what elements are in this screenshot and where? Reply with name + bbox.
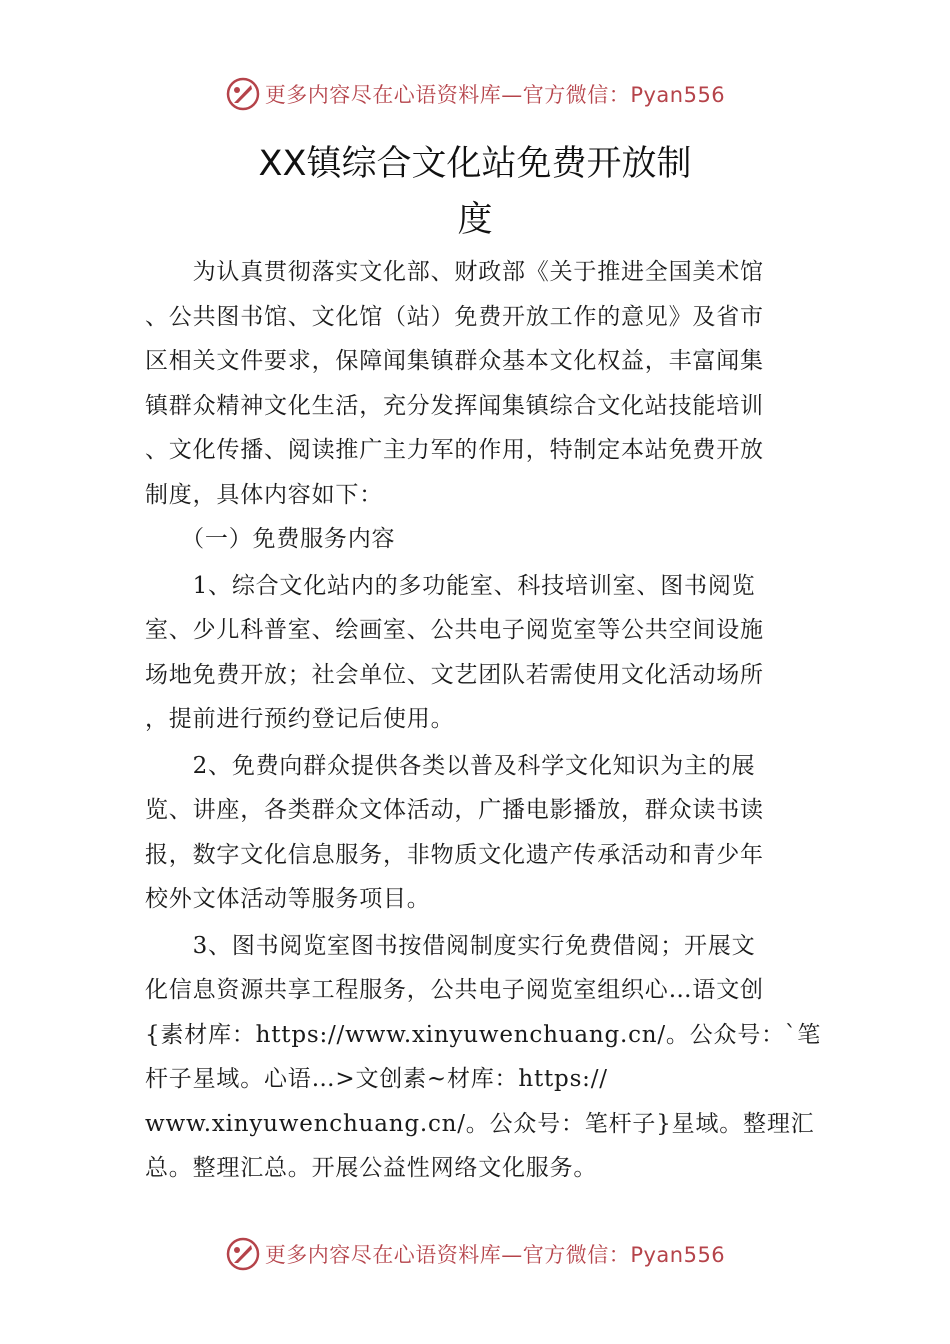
watermark-contact: Pyan556 xyxy=(630,83,726,107)
body-line: 制度，具体内容如下： xyxy=(145,481,383,508)
body-line: 2、免费向群众提供各类以普及科学文化知识为主的展 xyxy=(145,752,756,779)
body-line: 览、讲座，各类群众文体活动，广播电影播放，群众读书读 xyxy=(145,797,764,823)
body-line: 1、综合文化站内的多功能室、科技培训室、图书阅览 xyxy=(145,572,756,599)
body-line: 总。整理汇总。开展公益性网络文化服务。 xyxy=(145,1155,598,1181)
watermark-text: 更多内容尽在心语资料库—官方微信：Pyan556 xyxy=(264,83,726,107)
body-line: 3、图书阅览室图书按借阅制度实行免费借阅；开展文 xyxy=(145,932,756,959)
footer-watermark-banner xyxy=(0,1234,950,1274)
quill-circle-logo-icon xyxy=(225,1236,261,1272)
title-line-1: XX镇综合文化站免费开放制 xyxy=(258,144,692,184)
body-line: 场地免费开放；社会单位、文艺团队若需使用文化活动场所 xyxy=(145,661,764,688)
header-watermark-banner xyxy=(0,74,950,114)
body-line: 室、少儿科普室、绘画室、公共电子阅览室等公共空间设施 xyxy=(145,617,764,643)
body-line: 、文化传播、阅读推广主力军的作用，特制定本站免费开放 xyxy=(145,437,764,463)
watermark-contact: Pyan556 xyxy=(630,1243,726,1267)
body-line: 报，数字文化信息服务，非物质文化遗产传承活动和青少年 xyxy=(145,841,764,868)
body-line: 区相关文件要求，保障闻集镇群众基本文化权益，丰富闻集 xyxy=(145,348,764,374)
body-line: ，提前进行预约登记后使用。 xyxy=(145,706,455,732)
body-line: {素材库：https://www.xinyuwenchuang.cn/。公众号：`笔 xyxy=(145,1021,822,1048)
quill-circle-logo-icon xyxy=(225,76,261,112)
body-line: 、公共图书馆、文化馆（站）免费开放工作的意见》及省市 xyxy=(145,303,764,330)
body-line: 镇群众精神文化生活，充分发挥闻集镇综合文化站技能培训 xyxy=(145,392,764,419)
document-title xyxy=(0,136,950,248)
section-heading: （一）免费服务内容 xyxy=(145,526,396,552)
watermark-text: 更多内容尽在心语资料库—官方微信：Pyan556 xyxy=(264,1243,726,1267)
title-line-2: 度 xyxy=(457,200,493,240)
body-line: 杆子星域。心语…>文创素~材库：https:// xyxy=(145,1066,608,1092)
body-line: www.xinyuwenchuang.cn/。公众号：笔杆子}星域。整理汇 xyxy=(145,1110,815,1137)
body-line: 化信息资源共享工程服务，公共电子阅览室组织心…语文创 xyxy=(145,977,764,1003)
body-line: 校外文体活动等服务项目。 xyxy=(145,886,431,912)
body-line: 为认真贯彻落实文化部、财政部《关于推进全国美术馆 xyxy=(145,259,764,285)
document-body xyxy=(145,250,822,1191)
